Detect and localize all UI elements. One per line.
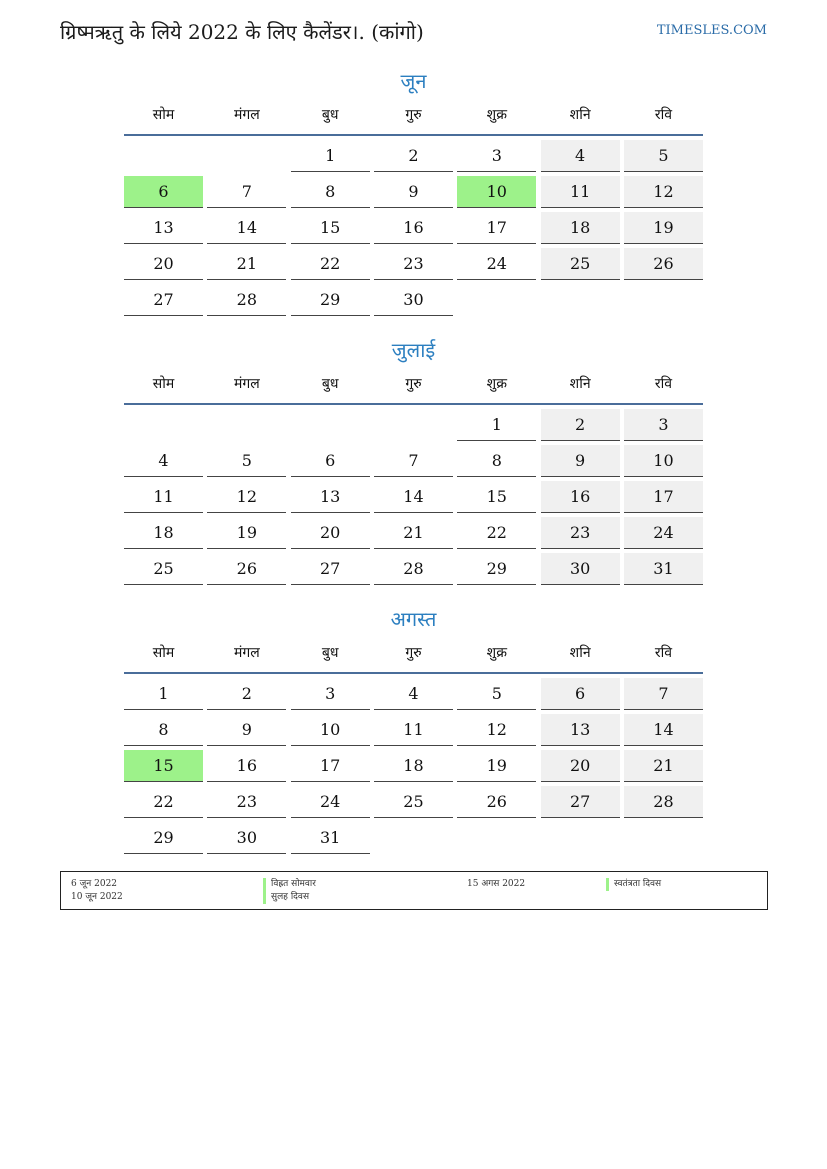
day-cell[interactable]: 30 xyxy=(374,284,453,316)
day-cell[interactable]: 21 xyxy=(207,248,286,280)
day-cell[interactable]: 16 xyxy=(207,750,286,782)
day-cell[interactable]: 18 xyxy=(541,212,620,244)
weekday-label: शनि xyxy=(569,375,591,392)
legend-dates-right xyxy=(467,878,525,891)
day-cell[interactable]: 21 xyxy=(624,750,703,782)
month-block xyxy=(124,68,703,320)
day-cell[interactable]: 16 xyxy=(374,212,453,244)
day-cell[interactable]: 13 xyxy=(541,714,620,746)
weekday-label: मंगल xyxy=(233,644,260,661)
day-cell[interactable]: 28 xyxy=(624,786,703,818)
day-cell[interactable]: 12 xyxy=(624,176,703,208)
day-cell[interactable]: 17 xyxy=(624,481,703,513)
empty-cell xyxy=(624,284,703,316)
day-cell[interactable]: 14 xyxy=(374,481,453,513)
day-cell[interactable]: 7 xyxy=(624,678,703,710)
day-cell[interactable]: 15 xyxy=(124,750,203,782)
day-grid xyxy=(124,678,703,854)
month-block xyxy=(124,606,703,858)
weekday-label: सोम xyxy=(152,106,175,123)
day-cell[interactable]: 3 xyxy=(457,140,536,172)
day-cell[interactable]: 3 xyxy=(291,678,370,710)
holiday-legend xyxy=(60,871,768,910)
weekday-label: शुक्र xyxy=(486,375,507,392)
weekday-label: शनि xyxy=(569,106,591,123)
day-cell[interactable]: 2 xyxy=(541,409,620,441)
week-row xyxy=(124,517,703,549)
week-row xyxy=(124,714,703,746)
weekday-label: शुक्र xyxy=(486,106,507,123)
day-cell[interactable]: 23 xyxy=(541,517,620,549)
weekday-label: बुध xyxy=(321,106,339,123)
weekday-label: सोम xyxy=(152,644,175,661)
day-cell[interactable]: 13 xyxy=(291,481,370,513)
empty-cell xyxy=(207,140,286,172)
day-cell[interactable]: 22 xyxy=(457,517,536,549)
day-cell[interactable]: 31 xyxy=(291,822,370,854)
empty-cell xyxy=(624,822,703,854)
day-cell[interactable]: 25 xyxy=(374,786,453,818)
day-cell[interactable]: 19 xyxy=(624,212,703,244)
legend-holiday-name: विह्रत सोमवार xyxy=(263,878,316,891)
weekday-header xyxy=(124,363,703,405)
legend-holiday-name: स्वतंत्रता दिवस xyxy=(606,878,661,891)
day-cell[interactable]: 11 xyxy=(541,176,620,208)
day-cell[interactable]: 1 xyxy=(291,140,370,172)
day-cell[interactable]: 2 xyxy=(207,678,286,710)
day-cell[interactable]: 19 xyxy=(207,517,286,549)
day-cell[interactable]: 6 xyxy=(291,445,370,477)
day-cell[interactable]: 12 xyxy=(457,714,536,746)
day-cell[interactable]: 26 xyxy=(457,786,536,818)
empty-cell xyxy=(457,822,536,854)
week-row xyxy=(124,678,703,710)
day-cell[interactable]: 15 xyxy=(291,212,370,244)
day-cell[interactable]: 7 xyxy=(207,176,286,208)
day-cell[interactable]: 11 xyxy=(374,714,453,746)
month-title: जून xyxy=(400,69,427,93)
empty-cell xyxy=(207,409,286,441)
day-cell[interactable]: 26 xyxy=(207,553,286,585)
week-row xyxy=(124,140,703,172)
empty-cell xyxy=(124,140,203,172)
week-row xyxy=(124,481,703,513)
day-cell[interactable]: 2 xyxy=(374,140,453,172)
day-cell[interactable]: 24 xyxy=(624,517,703,549)
day-cell[interactable]: 5 xyxy=(457,678,536,710)
legend-date: 10 जून 2022 xyxy=(71,892,123,902)
day-cell[interactable]: 16 xyxy=(541,481,620,513)
legend-date: 6 जून 2022 xyxy=(71,879,118,889)
day-cell[interactable]: 9 xyxy=(374,176,453,208)
empty-cell xyxy=(541,822,620,854)
day-cell[interactable]: 4 xyxy=(374,678,453,710)
empty-cell xyxy=(124,409,203,441)
day-cell[interactable]: 17 xyxy=(457,212,536,244)
day-cell[interactable]: 12 xyxy=(207,481,286,513)
legend-names-left xyxy=(263,878,316,904)
day-cell[interactable]: 27 xyxy=(541,786,620,818)
day-cell[interactable]: 3 xyxy=(624,409,703,441)
week-row xyxy=(124,212,703,244)
day-cell[interactable]: 9 xyxy=(207,714,286,746)
day-cell[interactable]: 28 xyxy=(374,553,453,585)
day-grid xyxy=(124,140,703,316)
weekday-label: सोम xyxy=(152,375,175,392)
day-cell[interactable]: 30 xyxy=(207,822,286,854)
day-cell[interactable]: 25 xyxy=(541,248,620,280)
day-cell[interactable]: 10 xyxy=(291,714,370,746)
day-cell[interactable]: 19 xyxy=(457,750,536,782)
day-cell[interactable]: 9 xyxy=(541,445,620,477)
day-cell[interactable]: 24 xyxy=(291,786,370,818)
day-cell[interactable]: 1 xyxy=(457,409,536,441)
weekday-header xyxy=(124,94,703,136)
empty-cell xyxy=(374,409,453,441)
weekday-label: मंगल xyxy=(233,375,260,392)
day-cell[interactable]: 23 xyxy=(374,248,453,280)
day-cell[interactable]: 8 xyxy=(457,445,536,477)
day-cell[interactable]: 29 xyxy=(457,553,536,585)
day-cell[interactable]: 7 xyxy=(374,445,453,477)
day-cell[interactable]: 18 xyxy=(374,750,453,782)
weekday-label: रवि xyxy=(654,106,673,123)
legend-names-right xyxy=(606,878,661,891)
week-row xyxy=(124,409,703,441)
month-title: जुलाई xyxy=(391,338,436,362)
week-row xyxy=(124,553,703,585)
weekday-header xyxy=(124,632,703,674)
empty-cell xyxy=(291,409,370,441)
page-title: ग्रिष्मऋतु के लिये 2022 के लिए कैलेंडर।. (कांगो) xyxy=(60,20,424,44)
day-cell[interactable]: 14 xyxy=(207,212,286,244)
day-cell[interactable]: 30 xyxy=(541,553,620,585)
week-row xyxy=(124,176,703,208)
day-cell[interactable]: 4 xyxy=(541,140,620,172)
month-title: अगस्त xyxy=(390,607,437,631)
day-cell[interactable]: 21 xyxy=(374,517,453,549)
legend-dates-left xyxy=(71,878,123,904)
weekday-label: रवि xyxy=(654,375,673,392)
empty-cell xyxy=(374,822,453,854)
day-cell[interactable]: 15 xyxy=(457,481,536,513)
day-cell[interactable]: 20 xyxy=(541,750,620,782)
day-grid xyxy=(124,409,703,585)
weekday-label: रवि xyxy=(654,644,673,661)
day-cell[interactable]: 10 xyxy=(624,445,703,477)
day-cell[interactable]: 23 xyxy=(207,786,286,818)
day-cell[interactable]: 6 xyxy=(124,176,203,208)
site-link[interactable]: TIMESLES.COM xyxy=(656,23,767,38)
weekday-label: गुरु xyxy=(405,106,422,123)
day-cell[interactable]: 20 xyxy=(291,517,370,549)
day-cell[interactable]: 22 xyxy=(291,248,370,280)
weekday-label: बुध xyxy=(321,375,339,392)
day-cell[interactable]: 1 xyxy=(124,678,203,710)
day-cell[interactable]: 11 xyxy=(124,481,203,513)
empty-cell xyxy=(541,284,620,316)
day-cell[interactable]: 24 xyxy=(457,248,536,280)
day-cell[interactable]: 8 xyxy=(291,176,370,208)
empty-cell xyxy=(457,284,536,316)
day-cell[interactable]: 28 xyxy=(207,284,286,316)
day-cell[interactable]: 18 xyxy=(124,517,203,549)
week-row xyxy=(124,248,703,280)
weekday-label: शनि xyxy=(569,644,591,661)
day-cell[interactable]: 17 xyxy=(291,750,370,782)
day-cell[interactable]: 29 xyxy=(291,284,370,316)
day-cell[interactable]: 20 xyxy=(124,248,203,280)
day-cell[interactable]: 22 xyxy=(124,786,203,818)
day-cell[interactable]: 25 xyxy=(124,553,203,585)
week-row xyxy=(124,786,703,818)
weekday-label: गुरु xyxy=(405,644,422,661)
day-cell[interactable]: 27 xyxy=(291,553,370,585)
day-cell[interactable]: 5 xyxy=(624,140,703,172)
day-cell[interactable]: 26 xyxy=(624,248,703,280)
day-cell[interactable]: 14 xyxy=(624,714,703,746)
week-row xyxy=(124,445,703,477)
day-cell[interactable]: 6 xyxy=(541,678,620,710)
month-block xyxy=(124,337,703,589)
week-row xyxy=(124,750,703,782)
weekday-label: शुक्र xyxy=(486,644,507,661)
day-cell[interactable]: 5 xyxy=(207,445,286,477)
day-cell[interactable]: 10 xyxy=(457,176,536,208)
day-cell[interactable]: 4 xyxy=(124,445,203,477)
weekday-label: गुरु xyxy=(405,375,422,392)
weekday-label: बुध xyxy=(321,644,339,661)
day-cell[interactable]: 31 xyxy=(624,553,703,585)
week-row xyxy=(124,284,703,316)
legend-date: 15 अगस 2022 xyxy=(467,879,526,889)
day-cell[interactable]: 8 xyxy=(124,714,203,746)
day-cell[interactable]: 27 xyxy=(124,284,203,316)
day-cell[interactable]: 13 xyxy=(124,212,203,244)
legend-holiday-name: सुलह दिवस xyxy=(263,891,316,904)
day-cell[interactable]: 29 xyxy=(124,822,203,854)
week-row xyxy=(124,822,703,854)
weekday-label: मंगल xyxy=(233,106,260,123)
